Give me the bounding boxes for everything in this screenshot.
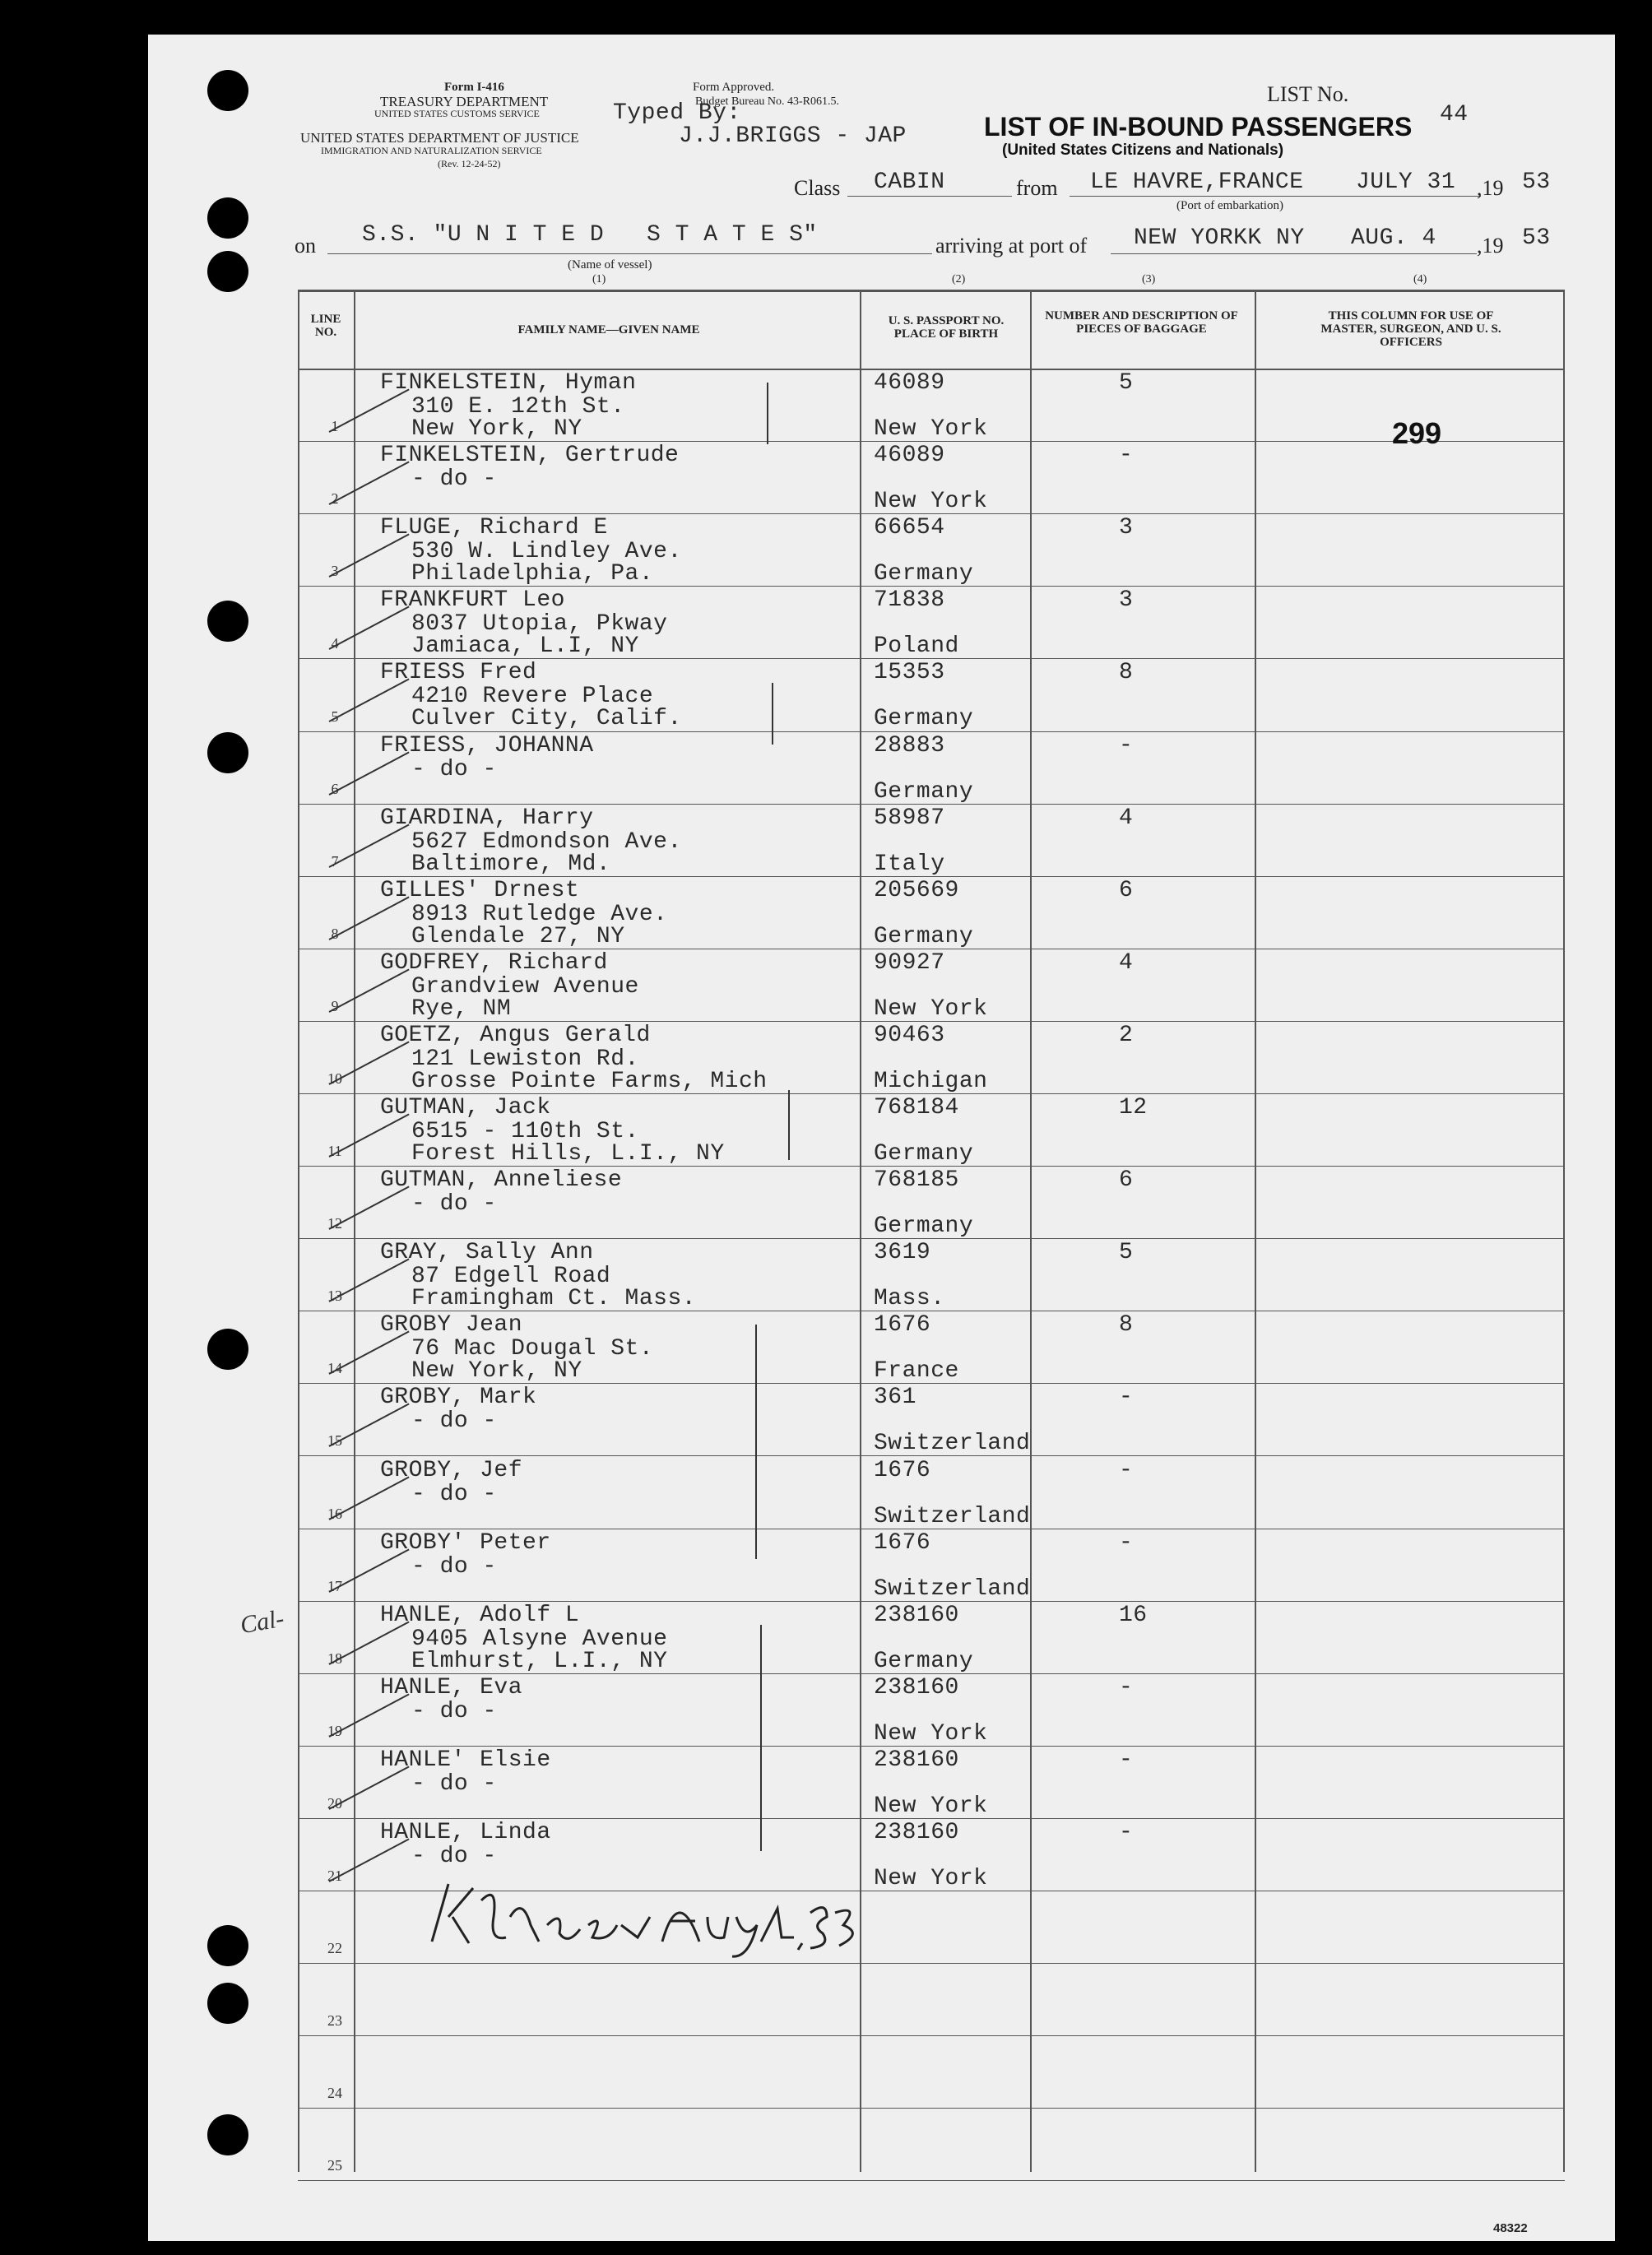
line-number: 14 (327, 1360, 342, 1376)
baggage-count: - (1119, 1820, 1134, 1845)
passenger-address-2: Framingham Ct. Mass. (411, 1286, 697, 1311)
header-baggage: NUMBER AND DESCRIPTION OF PIECES OF BAGGAGE (1045, 309, 1238, 336)
passenger-address-2: New York, NY (411, 416, 582, 442)
bracket-mark (788, 1090, 790, 1160)
header-passport: U. S. PASSPORT NO. PLACE OF BIRTH (888, 314, 1005, 341)
list-no: 44 (1440, 102, 1469, 128)
arrival-year-prefix: ,19 (1477, 234, 1504, 258)
place-of-birth: New York (874, 1721, 988, 1747)
passenger-name: GROBY Jean (380, 1312, 523, 1338)
passenger-address-1: 121 Lewiston Rd. (411, 1046, 639, 1072)
passenger-address-1: 8913 Rutledge Ave. (411, 902, 668, 927)
from-year-prefix: ,19 (1477, 176, 1504, 200)
class-label: Class (794, 176, 841, 200)
place-of-birth: Germany (874, 779, 974, 805)
line-number: 9 (331, 998, 339, 1014)
baggage-count: 3 (1119, 587, 1134, 613)
passenger-address-2: Baltimore, Md. (411, 851, 611, 877)
row-separator (298, 2035, 1565, 2036)
line-number: 21 (327, 1868, 342, 1884)
arrival-port: NEW YORKK NY (1134, 225, 1305, 251)
baggage-count: 12 (1119, 1095, 1148, 1121)
place-of-birth: Switzerland (874, 1431, 1031, 1456)
line-number: 4 (331, 635, 339, 652)
passenger-name: GIARDINA, Harry (380, 805, 594, 831)
baggage-count: 8 (1119, 660, 1134, 685)
arrival-underline (1111, 253, 1477, 254)
ins-service: IMMIGRATION AND NATURALIZATION SERVICE (321, 145, 542, 156)
baggage-count: 16 (1119, 1603, 1148, 1628)
footer-number: 48322 (1493, 2221, 1528, 2235)
vessel-name: S.S. "U N I T E D S T A T E S" (362, 222, 818, 248)
from-underline (1070, 196, 1481, 197)
passenger-address-2: Elmhurst, L.I., NY (411, 1649, 668, 1674)
passenger-address-1: 530 W. Lindley Ave. (411, 539, 682, 564)
baggage-count: 8 (1119, 1312, 1134, 1338)
passenger-name: FRANKFURT Leo (380, 587, 565, 613)
passenger-address-1: 5627 Edmondson Ave. (411, 829, 682, 855)
passenger-name: GROBY, Mark (380, 1385, 537, 1410)
place-of-birth: New York (874, 1793, 988, 1819)
line-number: 6 (331, 781, 339, 797)
baggage-count: - (1119, 443, 1134, 468)
baggage-count: 5 (1119, 1240, 1134, 1265)
line-number: 11 (327, 1143, 342, 1159)
passenger-address-1: 76 Mac Dougal St. (411, 1336, 654, 1362)
passport-number: 238160 (874, 1820, 959, 1845)
baggage-count: 4 (1119, 950, 1134, 976)
place-of-birth: New York (874, 416, 988, 442)
binder-hole (207, 1329, 248, 1370)
list-title: LIST OF IN-BOUND PASSENGERS (984, 112, 1413, 142)
customs-service: UNITED STATES CUSTOMS SERVICE (374, 108, 540, 119)
passport-number: 238160 (874, 1747, 959, 1773)
passenger-name: GRAY, Sally Ann (380, 1240, 594, 1265)
passport-number: 58987 (874, 805, 945, 831)
passport-number: 238160 (874, 1675, 959, 1701)
binder-hole (207, 251, 248, 292)
place-of-birth: Germany (874, 1141, 974, 1167)
baggage-count: - (1119, 1675, 1134, 1701)
row-separator (298, 2108, 1565, 2109)
passport-number: 361 (874, 1385, 916, 1410)
passenger-address-2: Culver City, Calif. (411, 706, 682, 731)
place-of-birth: France (874, 1358, 959, 1384)
binder-hole (207, 70, 248, 111)
place-of-birth: Switzerland (874, 1576, 1031, 1602)
place-of-birth: Germany (874, 561, 974, 587)
line-number: 23 (327, 2012, 342, 2029)
passenger-address-2: Jamiaca, L.I, NY (411, 633, 639, 659)
line-number: 15 (327, 1432, 342, 1449)
bracket-mark (772, 683, 773, 745)
passenger-address-1: - do - (411, 1408, 497, 1434)
table-right-border (1563, 290, 1565, 2172)
line-number: 1 (331, 418, 339, 434)
col-divider-passport (1030, 290, 1032, 2172)
col-divider-line (354, 290, 355, 2172)
margin-note: Cal- (238, 1604, 286, 1640)
class-value: CABIN (874, 169, 945, 195)
line-number: 22 (327, 1940, 342, 1956)
bracket-mark (767, 383, 768, 444)
passenger-name: HANLE, Adolf L (380, 1603, 580, 1628)
passenger-name: GROBY' Peter (380, 1530, 551, 1556)
passenger-name: GOETZ, Angus Gerald (380, 1023, 651, 1048)
passenger-name: FLUGE, Richard E (380, 515, 608, 541)
handwritten-signature (415, 1868, 860, 1958)
line-number: 5 (331, 708, 339, 725)
bracket-mark (760, 1625, 762, 1851)
passenger-name: HANLE' Elsie (380, 1747, 551, 1773)
passport-number: 71838 (874, 587, 945, 613)
vessel-col-no: (1) (592, 273, 606, 285)
col3-label: (3) (1142, 273, 1156, 285)
arrival-year: 53 (1522, 225, 1551, 251)
passport-number: 66654 (874, 515, 945, 541)
passport-number: 1676 (874, 1530, 931, 1556)
passport-number: 768185 (874, 1167, 959, 1193)
table-left-border (298, 290, 299, 2172)
passenger-address-1: - do - (411, 1771, 497, 1797)
col2-label: (2) (952, 273, 966, 285)
officer-annotation: 299 (1392, 416, 1442, 450)
place-of-birth: New York (874, 1866, 988, 1891)
line-number: 8 (331, 926, 339, 942)
justice-dept: UNITED STATES DEPARTMENT OF JUSTICE (300, 130, 579, 146)
baggage-count: - (1119, 1458, 1134, 1483)
passenger-name: FRIESS Fred (380, 660, 537, 685)
line-number: 20 (327, 1795, 342, 1812)
passenger-address-1: - do - (411, 1554, 497, 1580)
baggage-count: - (1119, 733, 1134, 759)
vessel-caption: (Name of vessel) (568, 258, 652, 271)
line-number: 18 (327, 1650, 342, 1667)
passenger-address-1: - do - (411, 1844, 497, 1869)
col-divider-baggage (1255, 290, 1256, 2172)
binder-hole (207, 601, 248, 642)
passenger-address-1: 87 Edgell Road (411, 1264, 611, 1289)
header-line-no: LINE NO. (310, 313, 341, 339)
arrival-date: AUG. 4 (1351, 225, 1436, 251)
passport-number: 205669 (874, 878, 959, 903)
from-year: 53 (1522, 169, 1551, 195)
place-of-birth: New York (874, 996, 988, 1022)
passenger-name: GROBY, Jef (380, 1458, 523, 1483)
passport-number: 28883 (874, 733, 945, 759)
table-top-border (298, 290, 1565, 292)
passenger-address-1: Grandview Avenue (411, 974, 639, 1000)
passport-number: 1676 (874, 1312, 931, 1338)
on-label: on (295, 234, 316, 258)
passenger-name: GUTMAN, Jack (380, 1095, 551, 1121)
passport-number: 46089 (874, 443, 945, 468)
binder-hole (207, 1983, 248, 2024)
passenger-address-1: 8037 Utopia, Pkway (411, 611, 668, 637)
list-subtitle: (United States Citizens and Nationals) (1002, 142, 1284, 159)
place-of-birth: Germany (874, 924, 974, 949)
baggage-count: - (1119, 1530, 1134, 1556)
form-number: Form I-416 (444, 81, 504, 94)
passenger-address-1: 6515 - 110th St. (411, 1119, 639, 1144)
row-separator (298, 1963, 1565, 1964)
passport-number: 15353 (874, 660, 945, 685)
budget-bureau: Budget Bureau No. 43-R061.5. (695, 95, 839, 108)
place-of-birth: Switzerland (874, 1504, 1031, 1529)
vessel-underline (327, 253, 932, 254)
passenger-address-2: Forest Hills, L.I., NY (411, 1141, 725, 1167)
passenger-address-2: Grosse Pointe Farms, Mich (411, 1069, 768, 1094)
passenger-address-1: - do - (411, 1699, 497, 1724)
line-number: 3 (331, 563, 339, 579)
line-number: 24 (327, 2085, 342, 2101)
bracket-mark (755, 1325, 757, 1559)
from-date: JULY 31 (1356, 169, 1456, 195)
typed-by: J.J.BRIGGS - JAP (679, 123, 907, 149)
passenger-address-1: 4210 Revere Place (411, 684, 654, 709)
passenger-address-2: Rye, NM (411, 996, 512, 1022)
passport-number: 90927 (874, 950, 945, 976)
class-underline (847, 196, 1012, 197)
passport-number: 46089 (874, 370, 945, 396)
line-number: 25 (327, 2157, 342, 2174)
passenger-name: FRIESS, JOHANNA (380, 733, 594, 759)
line-number: 13 (327, 1288, 342, 1304)
arriving-label: arriving at port of (935, 234, 1088, 258)
passenger-name: GILLES' Drnest (380, 878, 580, 903)
passenger-address-2: New York, NY (411, 1358, 582, 1384)
passport-number: 768184 (874, 1095, 959, 1121)
from-port: LE HAVRE,FRANCE (1090, 169, 1304, 195)
document-page (148, 35, 1615, 2241)
place-of-birth: New York (874, 489, 988, 514)
passenger-name: FINKELSTEIN, Hyman (380, 370, 637, 396)
passenger-address-2: Philadelphia, Pa. (411, 561, 654, 587)
place-of-birth: Mass. (874, 1286, 945, 1311)
typed-by-label: Typed By: (613, 100, 741, 126)
line-number: 2 (331, 490, 339, 507)
place-of-birth: Poland (874, 633, 959, 659)
baggage-count: - (1119, 1385, 1134, 1410)
binder-hole (207, 1925, 248, 1966)
passport-number: 3619 (874, 1240, 931, 1265)
passenger-address-1: - do - (411, 466, 497, 492)
baggage-count: 6 (1119, 878, 1134, 903)
passport-number: 238160 (874, 1603, 959, 1628)
line-number: 17 (327, 1578, 342, 1594)
header-officers: THIS COLUMN FOR USE OF MASTER, SURGEON, AND U. S. OFFICERS (1320, 309, 1501, 349)
treasury-dept: TREASURY DEPARTMENT (380, 94, 549, 109)
revision: (Rev. 12-24-52) (438, 158, 501, 169)
baggage-count: 6 (1119, 1167, 1134, 1193)
passenger-name: HANLE, Eva (380, 1675, 523, 1701)
place-of-birth: Germany (874, 1213, 974, 1239)
baggage-count: 2 (1119, 1023, 1134, 1048)
passenger-name: HANLE, Linda (380, 1820, 551, 1845)
baggage-count: 4 (1119, 805, 1134, 831)
row-separator (298, 2180, 1565, 2181)
place-of-birth: Italy (874, 851, 945, 877)
place-of-birth: Germany (874, 706, 974, 731)
line-number: 7 (331, 853, 339, 870)
passenger-address-2: Glendale 27, NY (411, 924, 625, 949)
passenger-name: GUTMAN, Anneliese (380, 1167, 623, 1193)
passenger-name: FINKELSTEIN, Gertrude (380, 443, 680, 468)
passenger-address-1: - do - (411, 757, 497, 782)
place-of-birth: Germany (874, 1649, 974, 1674)
baggage-count: 3 (1119, 515, 1134, 541)
row-separator (298, 731, 1565, 732)
header-name: FAMILY NAME—GIVEN NAME (517, 323, 700, 336)
port-embark-caption: (Port of embarkation) (1176, 199, 1283, 212)
passenger-address-1: 9405 Alsyne Avenue (411, 1626, 668, 1652)
passenger-address-1: - do - (411, 1191, 497, 1217)
passenger-name: GODFREY, Richard (380, 950, 608, 976)
col4-label: (4) (1413, 273, 1427, 285)
passport-number: 90463 (874, 1023, 945, 1048)
line-number: 19 (327, 1723, 342, 1739)
list-no-label: LIST No. (1267, 82, 1349, 106)
baggage-count: 5 (1119, 370, 1134, 396)
passenger-address-1: 310 E. 12th St. (411, 394, 625, 420)
passenger-address-1: - do - (411, 1482, 497, 1507)
from-label: from (1016, 176, 1058, 200)
binder-hole (207, 197, 248, 239)
passport-number: 1676 (874, 1458, 931, 1483)
form-approved: Form Approved. (693, 81, 775, 94)
binder-hole (207, 732, 248, 773)
col-divider-name (860, 290, 861, 2172)
line-number: 10 (327, 1070, 342, 1087)
binder-hole (207, 2114, 248, 2155)
place-of-birth: Michigan (874, 1069, 988, 1094)
line-number: 16 (327, 1506, 342, 1522)
baggage-count: - (1119, 1747, 1134, 1773)
line-number: 12 (327, 1215, 342, 1232)
